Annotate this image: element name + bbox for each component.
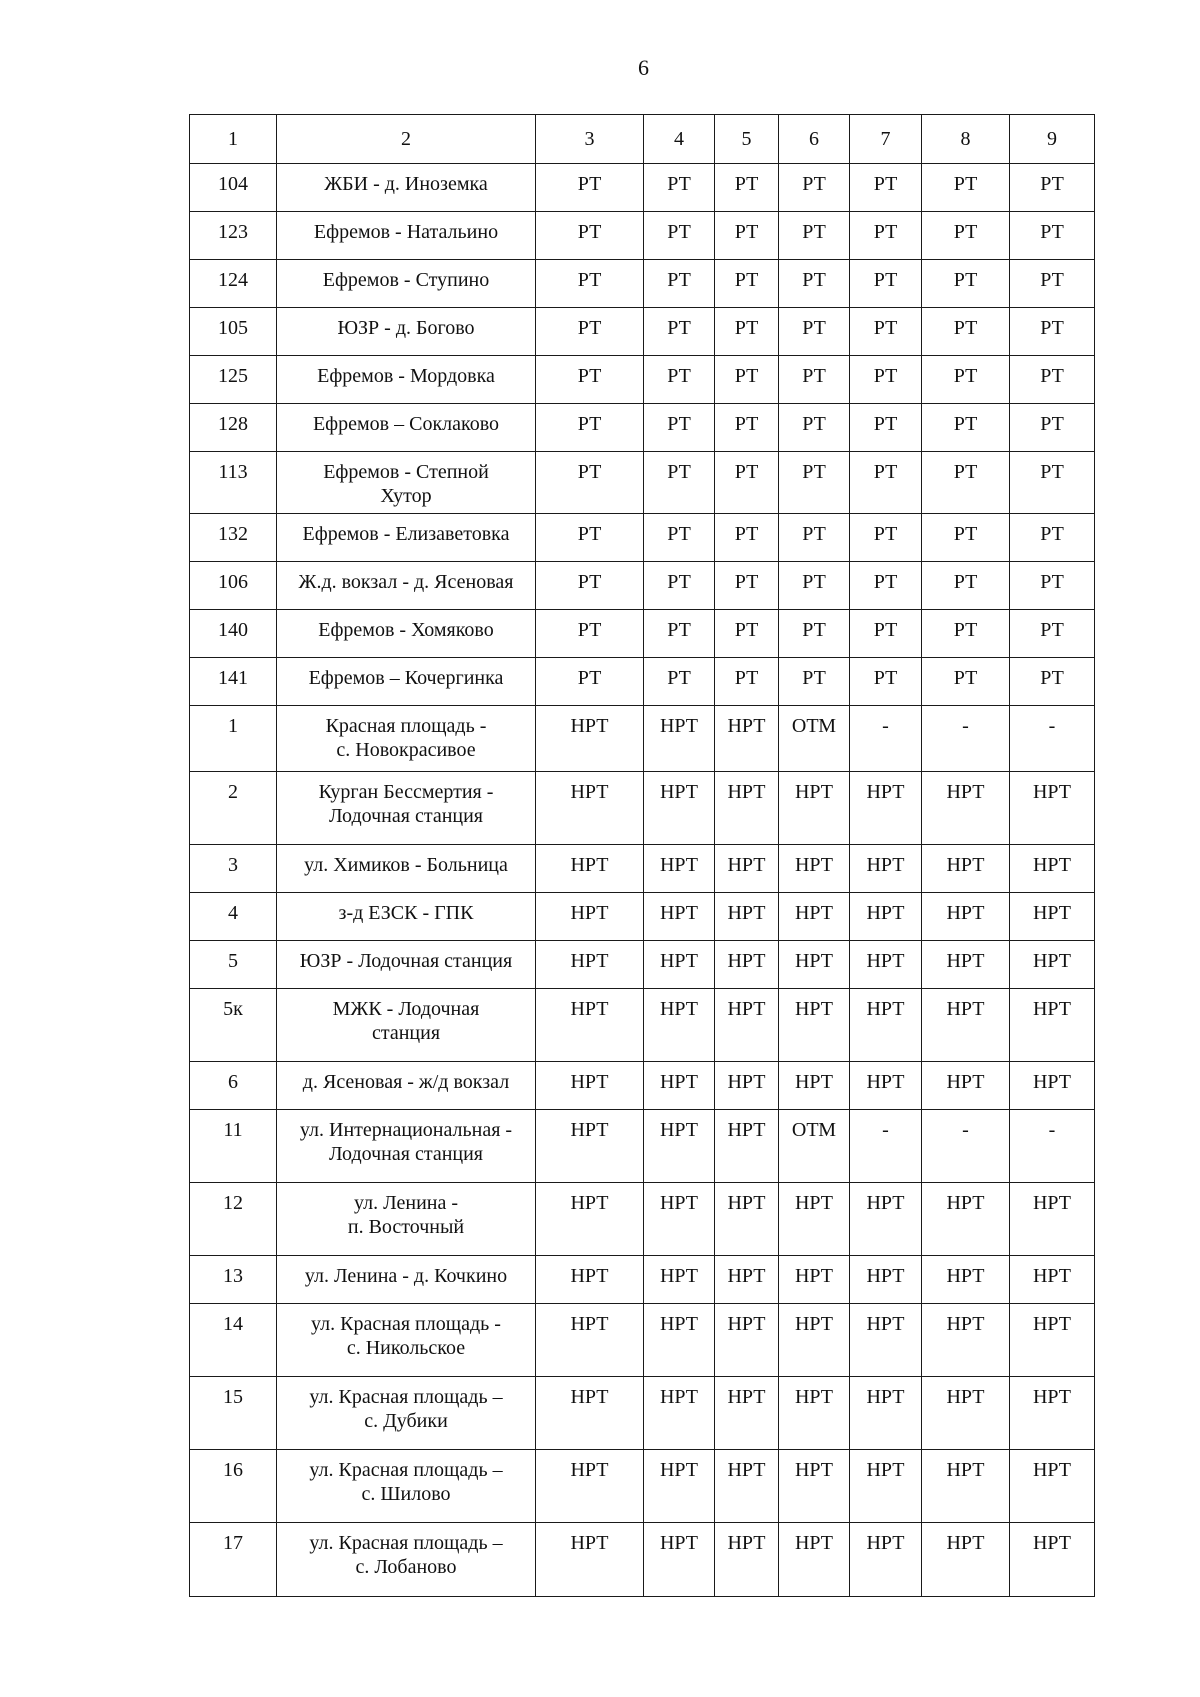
tariff-cell: НРТ	[922, 941, 1010, 989]
tariff-cell: РТ	[850, 260, 922, 308]
header-cell: 7	[850, 115, 922, 164]
tariff-cell: НРТ	[715, 1110, 779, 1183]
table-row	[190, 404, 1095, 452]
tariff-cell: РТ	[536, 562, 644, 610]
tariff-cell: РТ	[644, 212, 715, 260]
tariff-cell: НРТ	[850, 845, 922, 893]
route-number-cell: 17	[190, 1523, 277, 1597]
route-number-cell: 13	[190, 1256, 277, 1304]
route-name-line: Ефремов - Степной	[323, 461, 489, 483]
tariff-cell: РТ	[850, 514, 922, 562]
tariff-cell: РТ	[1010, 562, 1095, 610]
tariff-cell: НРТ	[850, 1062, 922, 1110]
tariff-cell: НРТ	[536, 1450, 644, 1523]
tariff-cell: НРТ	[715, 1256, 779, 1304]
tariff-cell: НРТ	[922, 1062, 1010, 1110]
route-name-line: з-д ЕЗСК - ГПК	[338, 902, 474, 924]
tariff-cell: РТ	[715, 514, 779, 562]
tariff-cell: РТ	[850, 404, 922, 452]
table-row	[190, 260, 1095, 308]
tariff-cell: НРТ	[922, 1304, 1010, 1377]
tariff-cell: РТ	[850, 212, 922, 260]
tariff-cell: ОТМ	[779, 1110, 850, 1183]
tariff-cell: РТ	[1010, 260, 1095, 308]
tariff-cell: НРТ	[715, 1183, 779, 1256]
tariff-cell: РТ	[536, 308, 644, 356]
table-row	[190, 1450, 1095, 1523]
tariff-cell: НРТ	[644, 845, 715, 893]
tariff-cell: НРТ	[536, 845, 644, 893]
table-row	[190, 772, 1095, 845]
route-number-cell: 4	[190, 893, 277, 941]
tariff-cell: НРТ	[536, 941, 644, 989]
tariff-cell: РТ	[715, 260, 779, 308]
tariff-cell: РТ	[715, 212, 779, 260]
route-number-cell: 6	[190, 1062, 277, 1110]
route-name-line: п. Восточный	[347, 1216, 465, 1238]
tariff-cell: НРТ	[922, 893, 1010, 941]
route-name-line: ул. Ленина - д. Кочкино	[304, 1265, 508, 1287]
tariff-cell: НРТ	[536, 893, 644, 941]
tariff-cell: НРТ	[536, 1377, 644, 1450]
route-name-cell	[277, 1256, 536, 1304]
route-name-line: Ефремов – Соклаково	[312, 413, 500, 435]
tariff-cell: РТ	[779, 452, 850, 514]
route-number-cell: 12	[190, 1183, 277, 1256]
tariff-cell: РТ	[536, 610, 644, 658]
tariff-cell: НРТ	[536, 1062, 644, 1110]
header-cell: 3	[536, 115, 644, 164]
tariff-cell: РТ	[1010, 658, 1095, 706]
tariff-cell: НРТ	[922, 772, 1010, 845]
tariff-cell: РТ	[536, 212, 644, 260]
tariff-cell: НРТ	[1010, 941, 1095, 989]
tariff-cell: НРТ	[536, 1183, 644, 1256]
route-number-cell: 11	[190, 1110, 277, 1183]
tariff-cell: РТ	[922, 610, 1010, 658]
route-name-cell	[277, 1377, 536, 1450]
route-name-line: ул. Ленина -	[353, 1192, 459, 1214]
tariff-cell: РТ	[850, 452, 922, 514]
route-name-cell	[277, 706, 536, 772]
tariff-cell: РТ	[850, 356, 922, 404]
tariff-cell: НРТ	[715, 1523, 779, 1597]
tariff-cell: НРТ	[644, 706, 715, 772]
tariff-cell: РТ	[850, 610, 922, 658]
route-number-cell: 5к	[190, 989, 277, 1062]
route-name-cell	[277, 212, 536, 260]
tariff-cell: РТ	[536, 452, 644, 514]
tariff-cell: РТ	[715, 610, 779, 658]
header-cell: 6	[779, 115, 850, 164]
route-number-cell: 123	[190, 212, 277, 260]
route-name-line: Красная площадь -	[325, 715, 487, 737]
tariff-cell: РТ	[644, 562, 715, 610]
route-number-cell: 132	[190, 514, 277, 562]
header-cell: 5	[715, 115, 779, 164]
tariff-cell: НРТ	[1010, 1183, 1095, 1256]
tariff-cell: НРТ	[715, 772, 779, 845]
route-name-line: Курган Бессмертия -	[318, 781, 494, 803]
table-row	[190, 452, 1095, 514]
header-cell: 9	[1010, 115, 1095, 164]
route-number-cell: 125	[190, 356, 277, 404]
tariff-cell: РТ	[644, 308, 715, 356]
route-name-cell	[277, 610, 536, 658]
tariff-cell: НРТ	[715, 893, 779, 941]
tariff-cell: РТ	[644, 514, 715, 562]
tariff-cell: НРТ	[715, 1304, 779, 1377]
tariff-cell: -	[1010, 1110, 1095, 1183]
tariff-cell: НРТ	[715, 845, 779, 893]
route-name-cell	[277, 772, 536, 845]
route-name-line: Ж.д. вокзал - д. Ясеновая	[298, 571, 514, 593]
tariff-cell: РТ	[850, 308, 922, 356]
tariff-cell: -	[922, 706, 1010, 772]
tariff-cell: РТ	[536, 514, 644, 562]
route-name-line: Ефремов - Ступино	[322, 269, 490, 291]
tariff-cell: НРТ	[1010, 893, 1095, 941]
header-cell: 4	[644, 115, 715, 164]
tariff-cell: НРТ	[644, 772, 715, 845]
tariff-cell: НРТ	[850, 989, 922, 1062]
tariff-cell: РТ	[922, 562, 1010, 610]
header-cell: 8	[922, 115, 1010, 164]
tariff-cell: РТ	[922, 308, 1010, 356]
tariff-cell: РТ	[779, 212, 850, 260]
route-number-cell: 105	[190, 308, 277, 356]
route-name-cell	[277, 1183, 536, 1256]
route-number-cell: 104	[190, 164, 277, 212]
tariff-cell: НРТ	[715, 989, 779, 1062]
tariff-cell: РТ	[715, 404, 779, 452]
route-name-cell	[277, 941, 536, 989]
tariff-cell: РТ	[715, 308, 779, 356]
tariff-cell: НРТ	[1010, 1523, 1095, 1597]
tariff-cell: НРТ	[779, 893, 850, 941]
tariff-cell: НРТ	[1010, 1377, 1095, 1450]
table-row	[190, 658, 1095, 706]
tariff-cell: РТ	[779, 260, 850, 308]
table-row	[190, 845, 1095, 893]
route-name-line: ЮЗР - Лодочная станция	[299, 950, 513, 972]
tariff-cell: -	[850, 1110, 922, 1183]
tariff-cell: -	[922, 1110, 1010, 1183]
tariff-cell: РТ	[644, 452, 715, 514]
tariff-cell: НРТ	[779, 845, 850, 893]
routes-table	[189, 114, 1095, 1597]
tariff-cell: РТ	[644, 404, 715, 452]
tariff-cell: НРТ	[779, 1256, 850, 1304]
table-row	[190, 212, 1095, 260]
route-name-cell	[277, 164, 536, 212]
route-name-line: ул. Красная площадь –	[309, 1386, 503, 1408]
tariff-cell: НРТ	[644, 1304, 715, 1377]
tariff-cell: НРТ	[644, 941, 715, 989]
tariff-cell: РТ	[922, 452, 1010, 514]
route-number-cell: 140	[190, 610, 277, 658]
route-number-cell: 3	[190, 845, 277, 893]
tariff-cell: НРТ	[850, 1450, 922, 1523]
table-row	[190, 1377, 1095, 1450]
tariff-cell: НРТ	[715, 1377, 779, 1450]
route-name-cell	[277, 1304, 536, 1377]
tariff-cell: РТ	[715, 658, 779, 706]
tariff-cell: НРТ	[715, 1062, 779, 1110]
route-number-cell: 1	[190, 706, 277, 772]
tariff-cell: НРТ	[644, 1062, 715, 1110]
table-row	[190, 308, 1095, 356]
table-row	[190, 1256, 1095, 1304]
tariff-cell: РТ	[922, 404, 1010, 452]
tariff-cell: РТ	[644, 658, 715, 706]
tariff-cell: НРТ	[644, 989, 715, 1062]
tariff-cell: РТ	[715, 562, 779, 610]
tariff-cell: -	[1010, 706, 1095, 772]
tariff-cell: РТ	[715, 164, 779, 212]
tariff-cell: РТ	[715, 452, 779, 514]
route-name-cell	[277, 845, 536, 893]
tariff-cell: НРТ	[922, 989, 1010, 1062]
table-row	[190, 514, 1095, 562]
tariff-cell: НРТ	[1010, 1256, 1095, 1304]
route-number-cell: 2	[190, 772, 277, 845]
table-header-row	[190, 115, 1095, 164]
tariff-cell: РТ	[779, 164, 850, 212]
tariff-cell: НРТ	[644, 1377, 715, 1450]
route-number-cell: 5	[190, 941, 277, 989]
route-name-line: Ефремов - Мордовка	[317, 365, 495, 387]
tariff-cell: РТ	[1010, 514, 1095, 562]
route-name-line: Ефремов – Кочергинка	[308, 667, 504, 689]
route-name-cell	[277, 356, 536, 404]
tariff-cell: РТ	[536, 164, 644, 212]
route-number-cell: 14	[190, 1304, 277, 1377]
tariff-cell: РТ	[850, 562, 922, 610]
route-name-cell	[277, 1110, 536, 1183]
tariff-cell: НРТ	[644, 1256, 715, 1304]
tariff-cell: НРТ	[922, 1523, 1010, 1597]
tariff-cell: РТ	[779, 404, 850, 452]
route-name-line: Ефремов - Хомяково	[318, 619, 494, 641]
tariff-cell: НРТ	[715, 1450, 779, 1523]
route-name-cell	[277, 308, 536, 356]
tariff-cell: РТ	[922, 164, 1010, 212]
tariff-cell: НРТ	[536, 1523, 644, 1597]
route-name-line: с. Лобаново	[355, 1556, 457, 1578]
route-name-line: Ефремов - Елизаветовка	[302, 523, 510, 545]
tariff-cell: НРТ	[644, 1523, 715, 1597]
tariff-cell: НРТ	[715, 941, 779, 989]
tariff-cell: НРТ	[644, 893, 715, 941]
tariff-cell: РТ	[922, 514, 1010, 562]
tariff-cell: НРТ	[922, 845, 1010, 893]
route-name-cell	[277, 658, 536, 706]
route-name-line: ул. Химиков - Больница	[304, 854, 508, 876]
table-row	[190, 1523, 1095, 1597]
route-name-cell	[277, 1450, 536, 1523]
tariff-cell: НРТ	[644, 1450, 715, 1523]
table-row	[190, 1304, 1095, 1377]
route-number-cell: 15	[190, 1377, 277, 1450]
route-number-cell: 106	[190, 562, 277, 610]
route-name-line: МЖК - Лодочная	[332, 998, 480, 1020]
tariff-cell: РТ	[779, 610, 850, 658]
tariff-cell: РТ	[644, 164, 715, 212]
tariff-cell: НРТ	[779, 1523, 850, 1597]
route-name-cell	[277, 562, 536, 610]
tariff-cell: РТ	[779, 308, 850, 356]
tariff-cell: НРТ	[779, 772, 850, 845]
tariff-cell: НРТ	[644, 1183, 715, 1256]
tariff-cell: НРТ	[536, 706, 644, 772]
tariff-cell: НРТ	[536, 1256, 644, 1304]
route-name-cell	[277, 452, 536, 514]
tariff-cell: НРТ	[715, 706, 779, 772]
tariff-cell: НРТ	[850, 1304, 922, 1377]
table-row	[190, 1062, 1095, 1110]
tariff-cell: РТ	[779, 658, 850, 706]
route-name-cell	[277, 1523, 536, 1597]
tariff-cell: РТ	[779, 356, 850, 404]
tariff-cell: НРТ	[922, 1256, 1010, 1304]
route-number-cell: 113	[190, 452, 277, 514]
route-name-line: с. Шилово	[361, 1483, 451, 1505]
tariff-cell: НРТ	[922, 1377, 1010, 1450]
table-row	[190, 164, 1095, 212]
table-row	[190, 610, 1095, 658]
tariff-cell: РТ	[922, 212, 1010, 260]
route-name-cell	[277, 989, 536, 1062]
tariff-cell: РТ	[1010, 452, 1095, 514]
tariff-cell: НРТ	[850, 1183, 922, 1256]
route-number-cell: 141	[190, 658, 277, 706]
route-name-cell	[277, 404, 536, 452]
route-number-cell: 124	[190, 260, 277, 308]
tariff-cell: НРТ	[779, 1062, 850, 1110]
tariff-cell: РТ	[850, 164, 922, 212]
route-name-line: ул. Красная площадь –	[309, 1532, 503, 1554]
header-cell: 1	[190, 115, 277, 164]
tariff-cell: РТ	[536, 356, 644, 404]
route-number-cell: 128	[190, 404, 277, 452]
tariff-cell: НРТ	[850, 1523, 922, 1597]
route-name-line: д. Ясеновая - ж/д вокзал	[302, 1071, 510, 1093]
tariff-cell: РТ	[644, 260, 715, 308]
page-number: 6	[638, 55, 649, 80]
tariff-cell: НРТ	[779, 1183, 850, 1256]
tariff-cell: РТ	[922, 260, 1010, 308]
route-name-line: Ефремов - Натальино	[313, 221, 499, 243]
route-number-cell: 16	[190, 1450, 277, 1523]
route-name-line: с. Новокрасивое	[336, 739, 476, 761]
route-name-line: Лодочная станция	[328, 805, 484, 827]
table-row	[190, 356, 1095, 404]
tariff-cell: -	[850, 706, 922, 772]
header-cell: 2	[277, 115, 536, 164]
table-row	[190, 989, 1095, 1062]
tariff-cell: РТ	[779, 514, 850, 562]
tariff-cell: НРТ	[922, 1450, 1010, 1523]
table-row	[190, 706, 1095, 772]
tariff-cell: РТ	[536, 260, 644, 308]
route-name-cell	[277, 260, 536, 308]
route-name-line: Лодочная станция	[328, 1143, 484, 1165]
route-name-line: ЮЗР - д. Богово	[337, 317, 475, 339]
tariff-cell: ОТМ	[779, 706, 850, 772]
tariff-cell: НРТ	[779, 1304, 850, 1377]
tariff-cell: РТ	[536, 658, 644, 706]
tariff-cell: НРТ	[1010, 1304, 1095, 1377]
tariff-cell: РТ	[1010, 164, 1095, 212]
tariff-cell: НРТ	[850, 772, 922, 845]
route-name-line: с. Никольское	[346, 1337, 466, 1359]
tariff-cell: РТ	[536, 404, 644, 452]
tariff-cell: РТ	[922, 658, 1010, 706]
route-name-cell	[277, 893, 536, 941]
table-row	[190, 1110, 1095, 1183]
route-name-line: Хутор	[380, 485, 432, 507]
tariff-cell: РТ	[1010, 610, 1095, 658]
tariff-cell: РТ	[1010, 308, 1095, 356]
tariff-cell: НРТ	[779, 1377, 850, 1450]
tariff-cell: НРТ	[1010, 1450, 1095, 1523]
table-row	[190, 562, 1095, 610]
tariff-cell: НРТ	[779, 941, 850, 989]
tariff-cell: НРТ	[922, 1183, 1010, 1256]
tariff-cell: НРТ	[536, 989, 644, 1062]
route-name-line: ЖБИ - д. Иноземка	[324, 173, 488, 195]
tariff-cell: НРТ	[850, 1377, 922, 1450]
table-row	[190, 893, 1095, 941]
tariff-cell: НРТ	[779, 1450, 850, 1523]
tariff-cell: РТ	[1010, 356, 1095, 404]
table-body	[190, 115, 1095, 1597]
tariff-cell: РТ	[715, 356, 779, 404]
route-name-cell	[277, 514, 536, 562]
tariff-cell: НРТ	[850, 941, 922, 989]
tariff-cell: НРТ	[850, 1256, 922, 1304]
route-name-line: ул. Красная площадь –	[309, 1459, 503, 1481]
tariff-cell: НРТ	[1010, 772, 1095, 845]
tariff-cell: РТ	[779, 562, 850, 610]
route-name-line: с. Дубики	[364, 1410, 448, 1432]
route-name-cell	[277, 1062, 536, 1110]
tariff-cell: НРТ	[1010, 1062, 1095, 1110]
tariff-cell: НРТ	[536, 1304, 644, 1377]
route-name-line: ул. Интернациональная -	[299, 1119, 513, 1141]
tariff-cell: РТ	[850, 658, 922, 706]
tariff-cell: НРТ	[850, 893, 922, 941]
route-name-line: ул. Красная площадь -	[311, 1313, 501, 1335]
table-row	[190, 941, 1095, 989]
tariff-cell: РТ	[1010, 404, 1095, 452]
tariff-cell: НРТ	[779, 989, 850, 1062]
tariff-cell: РТ	[644, 610, 715, 658]
tariff-cell: НРТ	[1010, 845, 1095, 893]
tariff-cell: РТ	[1010, 212, 1095, 260]
tariff-cell: РТ	[644, 356, 715, 404]
tariff-cell: НРТ	[1010, 989, 1095, 1062]
tariff-cell: НРТ	[536, 772, 644, 845]
tariff-cell: НРТ	[644, 1110, 715, 1183]
route-name-line: станция	[371, 1022, 441, 1044]
tariff-cell: НРТ	[536, 1110, 644, 1183]
table-row	[190, 1183, 1095, 1256]
tariff-cell: РТ	[922, 356, 1010, 404]
